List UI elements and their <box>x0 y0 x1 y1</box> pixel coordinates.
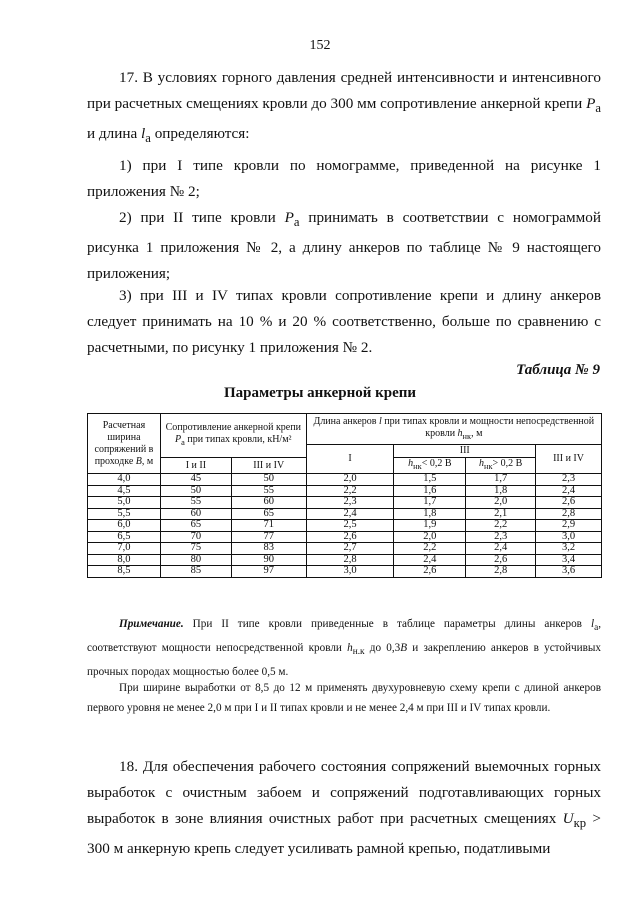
table-cell-l3a: 1,5 <box>394 474 466 486</box>
table-row <box>88 531 602 543</box>
paragraph-18: 18. Для обеспечения рабочего состояния сопряжений выемочных горных выработок с очистным забоем и сопряжений подготавливающих горных выработок в зоне влияния очистных работ при расчетных смещениях $U_{кр} > 300$ м анкерную крепь следует усиливать рамной крепью, податливыми <box>87 758 601 858</box>
table-cell-l1: 2,3 <box>306 497 394 509</box>
table-row <box>88 497 602 509</box>
table-cell-l34: 3,2 <box>536 543 602 555</box>
table-row <box>88 520 602 532</box>
header-length-type-III-IV: III и IV <box>536 445 602 474</box>
table-cell-b: 5,0 <box>88 497 161 509</box>
table-cell-r12: 75 <box>160 543 231 555</box>
table-cell-l3a: 1,6 <box>394 485 466 497</box>
table-cell-l1: 2,5 <box>306 520 394 532</box>
table-cell-r34: 90 <box>231 554 306 566</box>
header-width: Расчетная ширина сопряжений в проходке В, м <box>88 414 161 474</box>
table-cell-l3a: 1,9 <box>394 520 466 532</box>
table-cell-r34: 71 <box>231 520 306 532</box>
header-h-less: $h_{нк}< 0,2$ В <box>394 458 466 474</box>
header-length-type-III: III <box>394 445 536 458</box>
header-h-more: $h_{нк}> 0,2$ В <box>466 458 536 474</box>
table-cell-l34: 2,8 <box>536 508 602 520</box>
table-cell-b: 4,0 <box>88 474 161 486</box>
table-cell-l3a: 1,8 <box>394 508 466 520</box>
table-cell-l34: 2,3 <box>536 474 602 486</box>
table-note-2: При ширине выработки от 8,5 до 12 м применять двухуровневую схему крепи с длиной анкеров первого уровня не менее 2,0 м при I и II типах кровли и не менее 2,4 м при III и IV типах кровли. <box>87 682 601 714</box>
table-cell-l3b: 1,8 <box>466 485 536 497</box>
table-cell-r34: 77 <box>231 531 306 543</box>
table-cell-l1: 2,8 <box>306 554 394 566</box>
table-cell-l34: 2,6 <box>536 497 602 509</box>
table-cell-l3b: 2,3 <box>466 531 536 543</box>
table-cell-l3a: 1,7 <box>394 497 466 509</box>
table-cell-b: 8,5 <box>88 566 161 578</box>
table-body <box>88 474 602 578</box>
table-cell-l34: 2,4 <box>536 485 602 497</box>
table-cell-l3a: 2,2 <box>394 543 466 555</box>
table-cell-l3b: 2,2 <box>466 520 536 532</box>
list-item-1: 1) при I типе кровли по номограмме, приведенной на рисунке 1 приложения № 2; <box>87 157 601 200</box>
list-item-2: 2) при II типе кровли $P_а$ принимать в соответствии с номограммой рисунка 1 приложения № 2, а длину анкеров по таблице № 9 настоящего приложения; <box>87 209 601 283</box>
table-cell-l3b: 2,1 <box>466 508 536 520</box>
table-cell-l3b: 2,6 <box>466 554 536 566</box>
table-cell-l1: 2,0 <box>306 474 394 486</box>
table-row <box>88 554 602 566</box>
table-cell-l1: 3,0 <box>306 566 394 578</box>
table-cell-l34: 2,9 <box>536 520 602 532</box>
table-cell-l3a: 2,4 <box>394 554 466 566</box>
table-cell-r12: 45 <box>160 474 231 486</box>
table-cell-r12: 55 <box>160 497 231 509</box>
paragraph-17: 17. В условиях горного давления средней интенсивности и интенсивного при расчетных смещениях кровли до 300 мм сопротивление анкерной крепи $P_а$ и длина $l_а$ определяются: <box>87 69 601 146</box>
table-cell-r34: 83 <box>231 543 306 555</box>
header-length-type-I: I <box>306 445 394 474</box>
table-cell-b: 4,5 <box>88 485 161 497</box>
table-number: Таблица № 9 <box>516 362 600 378</box>
table-cell-r34: 97 <box>231 566 306 578</box>
header-resist-I-II: I и II <box>160 458 231 474</box>
table-cell-b: 6,0 <box>88 520 161 532</box>
table-note: Примечание. При II типе кровли приведенные в таблице параметры длины анкеров $l_а$, соответствуют мощности непосредственной кровли $h_{н.к}$ до 0,3В и закреплению анкеров в устойчивых прочных породах мощностью более 0,5 м. <box>87 618 602 679</box>
table-cell-l3b: 1,7 <box>466 474 536 486</box>
table-row <box>88 474 602 486</box>
table-row <box>88 508 602 520</box>
list-item-3: 3) при III и IV типах кровли сопротивление крепи и длину анкеров следует принимать на 10 % и 20 % соответственно, больше по сравнению с расчетными, по рисунку 1 приложения № 2. <box>87 287 601 356</box>
table-cell-r34: 50 <box>231 474 306 486</box>
header-length: Длина анкеров l при типах кровли и мощности непосредственной кровли $h_{нк}$, м <box>306 414 601 445</box>
header-resist-III-IV: III и IV <box>231 458 306 474</box>
table-cell-b: 5,5 <box>88 508 161 520</box>
table-cell-l3b: 2,8 <box>466 566 536 578</box>
table-cell-l1: 2,2 <box>306 485 394 497</box>
table-cell-r34: 60 <box>231 497 306 509</box>
table-row <box>88 566 602 578</box>
table-cell-l3b: 2,0 <box>466 497 536 509</box>
table-cell-r12: 50 <box>160 485 231 497</box>
table-cell-l34: 3,0 <box>536 531 602 543</box>
table-title: Параметры анкерной крепи <box>223 385 417 401</box>
table-cell-l3b: 2,4 <box>466 543 536 555</box>
table-cell-r12: 70 <box>160 531 231 543</box>
table-cell-b: 8,0 <box>88 554 161 566</box>
table-cell-l1: 2,4 <box>306 508 394 520</box>
table-cell-r12: 85 <box>160 566 231 578</box>
table-cell-b: 6,5 <box>88 531 161 543</box>
table-cell-r12: 80 <box>160 554 231 566</box>
table-cell-l1: 2,7 <box>306 543 394 555</box>
table-row <box>88 485 602 497</box>
table-cell-r12: 65 <box>160 520 231 532</box>
anchor-parameters-table <box>87 413 602 578</box>
table-cell-r34: 55 <box>231 485 306 497</box>
table-cell-l3a: 2,6 <box>394 566 466 578</box>
page-number: 152 <box>309 38 331 53</box>
header-resistance: Сопротивление анкерной крепи $P_а$ при типах кровли, кН/м² <box>160 414 306 458</box>
table-cell-l3a: 2,0 <box>394 531 466 543</box>
table-row <box>88 543 602 555</box>
table-cell-r12: 60 <box>160 508 231 520</box>
table-cell-l34: 3,6 <box>536 566 602 578</box>
table-cell-l34: 3,4 <box>536 554 602 566</box>
table-cell-l1: 2,6 <box>306 531 394 543</box>
table-cell-r34: 65 <box>231 508 306 520</box>
table-cell-b: 7,0 <box>88 543 161 555</box>
